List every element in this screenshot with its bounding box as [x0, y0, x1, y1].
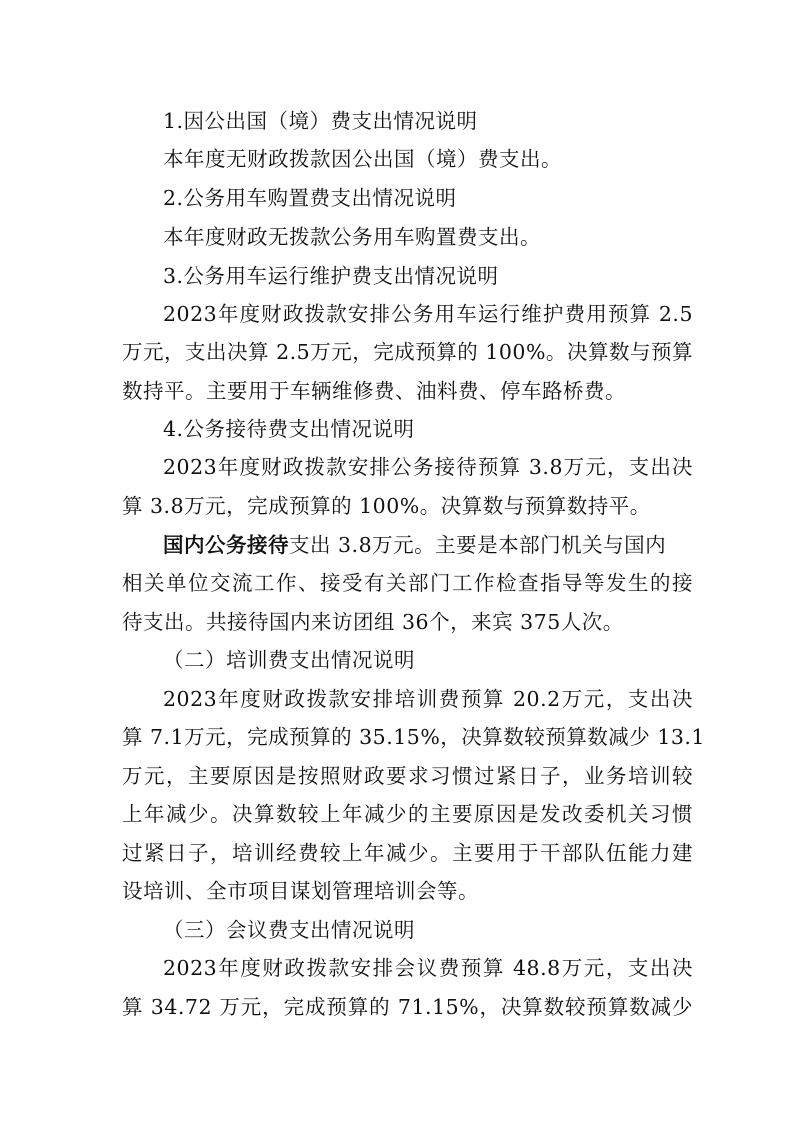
training-line-2: 算 7.1万元，完成预算的 35.15%，决算数较预算数减少 13.1: [122, 725, 705, 749]
section-4-line-2: 算 3.8万元，完成预算的 100%。决算数与预算数持平。: [122, 494, 651, 518]
domestic-reception-rest: 支出 3.8万元。主要是本部门机关与国内: [289, 533, 667, 557]
meeting-line-1: 2023年度财政拨款安排会议费预算 48.8万元，支出决: [163, 956, 693, 980]
section-4-heading: 4.公务接待费支出情况说明: [163, 417, 415, 441]
section-3-line-2: 万元，支出决算 2.5万元，完成预算的 100%。决算数与预算: [122, 340, 693, 364]
section-3-line-3: 数持平。主要用于车辆维修费、油料费、停车路桥费。: [122, 379, 626, 403]
training-line-3: 万元，主要原因是按照财政要求习惯过紧日子，业务培训较: [122, 764, 693, 788]
section-2-body: 本年度财政无拨款公务用车购置费支出。: [163, 225, 541, 249]
meeting-heading: （三）会议费支出情况说明: [163, 918, 415, 942]
section-1-heading: 1.因公出国（境）费支出情况说明: [163, 109, 478, 133]
domestic-reception-line-1: [163, 532, 666, 558]
section-1-body: 本年度无财政拨款因公出国（境）费支出。: [163, 147, 562, 171]
domestic-reception-line-3: 待支出。共接待国内来访团组 36个，来宾 375人次。: [122, 610, 624, 634]
section-4-line-1: 2023年度财政拨款安排公务接待预算 3.8万元，支出决: [163, 455, 693, 479]
training-line-4: 上年减少。决算数较上年减少的主要原因是发改委机关习惯: [122, 802, 693, 826]
training-heading: （二）培训费支出情况说明: [163, 648, 415, 672]
training-line-1: 2023年度财政拨款安排培训费预算 20.2万元，支出决: [163, 687, 693, 711]
section-2-heading: 2.公务用车购置费支出情况说明: [163, 186, 457, 210]
section-3-line-1: 2023年度财政拨款安排公务用车运行维护费用预算 2.5: [163, 302, 693, 326]
meeting-line-2: 算 34.72 万元，完成预算的 71.15%，决算数较预算数减少: [122, 995, 693, 1019]
training-line-6: 设培训、全市项目谋划管理培训会等。: [122, 879, 479, 903]
section-3-heading: 3.公务用车运行维护费支出情况说明: [163, 264, 499, 288]
training-line-5: 过紧日子，培训经费较上年减少。主要用于干部队伍能力建: [122, 841, 693, 865]
domestic-reception-term: 国内公务接待: [163, 533, 289, 557]
domestic-reception-line-2: 相关单位交流工作、接受有关部门工作检查指导等发生的接: [122, 571, 693, 595]
